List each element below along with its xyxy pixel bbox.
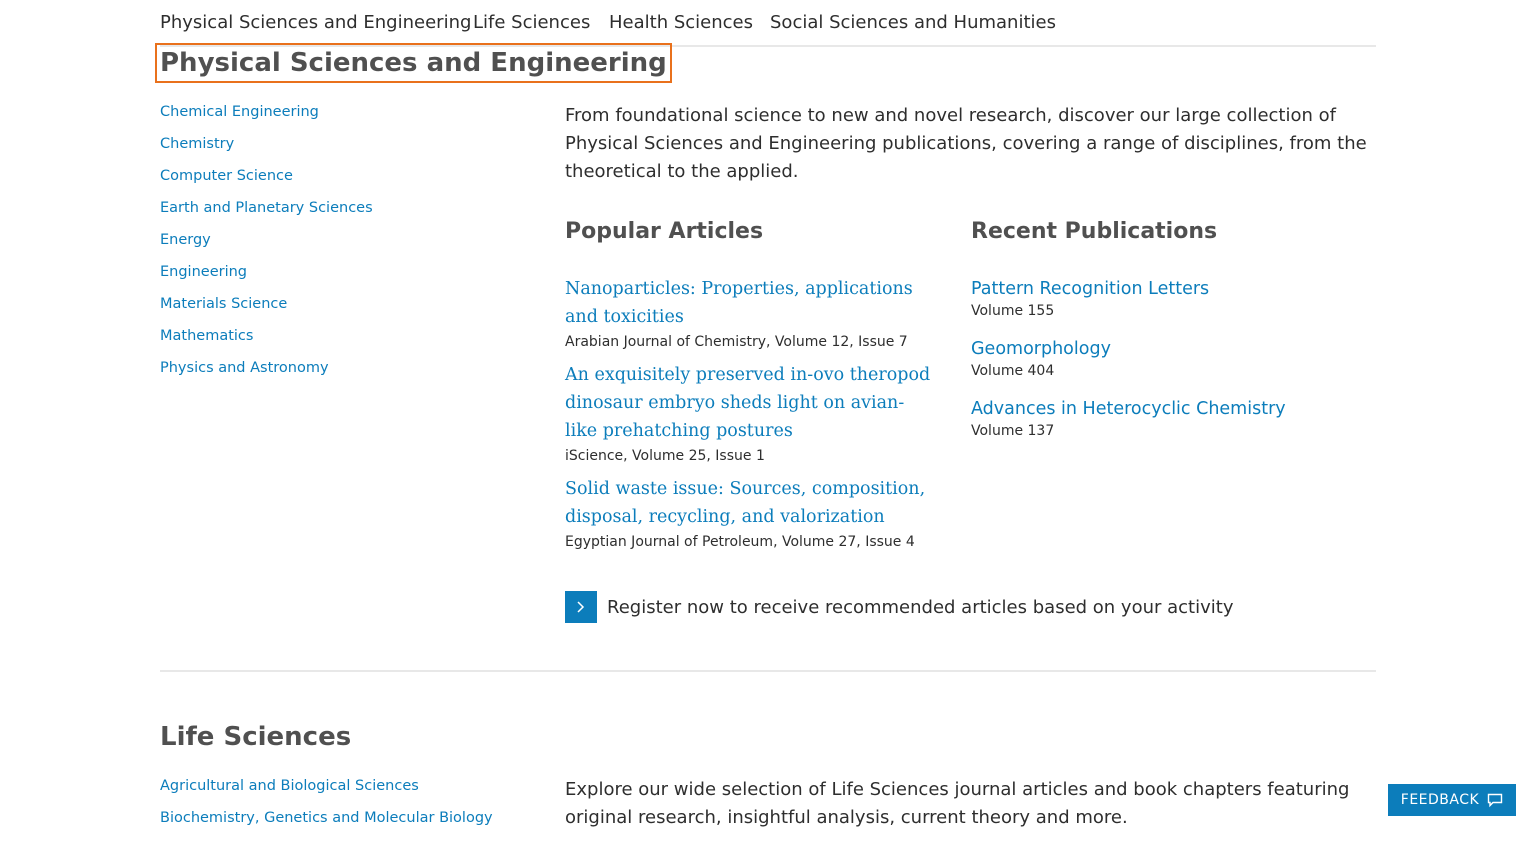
article-title-link[interactable]: Solid waste issue: Sources, composition, disposal, recycling, and valorization — [565, 479, 926, 527]
register-text[interactable]: Register now to receive recommended articles based on your activity — [607, 596, 1234, 618]
recent-publications-list — [971, 275, 1371, 455]
subject-link-physics-and-astronomy[interactable]: Physics and Astronomy — [160, 360, 329, 376]
subject-link-chemical-engineering[interactable]: Chemical Engineering — [160, 104, 319, 120]
subject-link-chemistry[interactable]: Chemistry — [160, 136, 235, 152]
subject-link-agricultural-and-biological-sciences[interactable]: Agricultural and Biological Sciences — [160, 778, 419, 794]
physical-intro-text: From foundational science to new and novel research, discover our large collection of Physical Sciences and Engineering publications, covering a range of disciplines, from the theoretical to the applied. — [565, 105, 1367, 182]
feedback-button[interactable] — [1388, 784, 1516, 816]
article-item — [565, 275, 935, 353]
register-arrow-button[interactable] — [565, 591, 597, 623]
article-title-link[interactable]: Nanoparticles: Properties, applications and toxicities — [565, 279, 913, 327]
publication-volume: Volume 155 — [971, 303, 1055, 319]
publication-item — [971, 395, 1371, 439]
article-source: iScience, Volume 25, Issue 1 — [565, 448, 765, 464]
tab-health-sciences[interactable]: Health Sciences — [609, 12, 753, 33]
article-item — [565, 361, 935, 467]
life-sciences-section-title: Life Sciences — [160, 722, 352, 752]
subject-link-mathematics[interactable]: Mathematics — [160, 328, 254, 344]
article-item — [565, 475, 935, 553]
chevron-right-icon — [575, 600, 587, 614]
life-intro-text: Explore our wide selection of Life Sciences journal articles and book chapters featuring original research, insightful analysis, current theory and more. — [565, 779, 1350, 828]
publication-volume: Volume 404 — [971, 363, 1055, 379]
subject-link-computer-science[interactable]: Computer Science — [160, 168, 293, 184]
popular-articles-heading: Popular Articles — [565, 219, 764, 244]
section-divider — [160, 670, 1376, 672]
publication-volume: Volume 137 — [971, 423, 1055, 439]
active-tab-indicator — [160, 44, 458, 47]
tab-social-sciences-and-humanities[interactable]: Social Sciences and Humanities — [770, 12, 1056, 33]
subject-link-earth-and-planetary-sciences[interactable]: Earth and Planetary Sciences — [160, 200, 373, 216]
physical-subjects-list — [160, 104, 373, 392]
publication-item — [971, 335, 1371, 379]
life-subjects-list — [160, 778, 493, 842]
recent-publications-heading: Recent Publications — [971, 219, 1218, 244]
publication-title-link[interactable]: Advances in Heterocyclic Chemistry — [971, 399, 1286, 419]
publication-title-link[interactable]: Pattern Recognition Letters — [971, 279, 1210, 299]
tab-physical-sciences-and-engineering[interactable]: Physical Sciences and Engineering — [160, 12, 472, 33]
article-source: Arabian Journal of Chemistry, Volume 12, Issue 7 — [565, 334, 908, 350]
article-source: Egyptian Journal of Petroleum, Volume 27, Issue 4 — [565, 534, 915, 550]
tab-life-sciences[interactable]: Life Sciences — [473, 12, 591, 33]
physical-sciences-section-title[interactable]: Physical Sciences and Engineering — [160, 48, 667, 78]
register-link[interactable] — [565, 591, 1233, 623]
feedback-label: FEEDBACK — [1400, 792, 1480, 808]
subject-link-engineering[interactable]: Engineering — [160, 264, 247, 280]
subject-link-energy[interactable]: Energy — [160, 232, 211, 248]
publication-item — [971, 275, 1371, 319]
speech-bubble-icon — [1487, 793, 1503, 807]
publication-title-link[interactable]: Geomorphology — [971, 339, 1111, 359]
subject-link-biochemistry-genetics-and-molecular-biology[interactable]: Biochemistry, Genetics and Molecular Biology — [160, 810, 493, 826]
article-title-link[interactable]: An exquisitely preserved in-ovo theropod dinosaur embryo sheds light on avian-like prehatching postures — [565, 365, 931, 441]
subject-link-materials-science[interactable]: Materials Science — [160, 296, 288, 312]
popular-articles-list — [565, 275, 935, 561]
subject-area-tabs — [160, 0, 1376, 47]
